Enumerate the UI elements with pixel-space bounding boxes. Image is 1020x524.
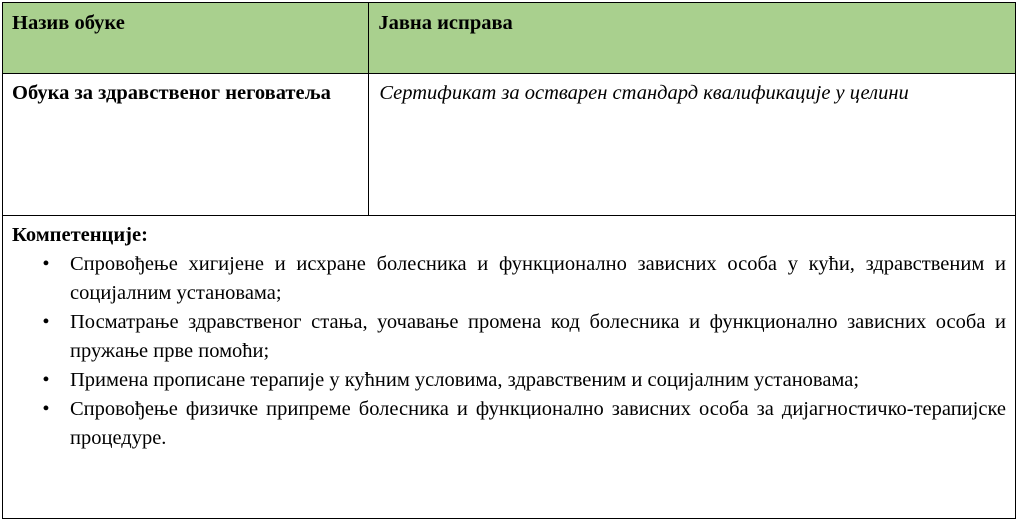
list-item	[42, 366, 1006, 395]
list-item	[42, 308, 1006, 366]
competencies-list	[12, 250, 1006, 453]
training-name-header: Назив обуке	[3, 3, 369, 74]
bullet-icon: •	[42, 398, 50, 420]
competencies-row	[3, 216, 1016, 519]
bullet-icon: •	[42, 253, 50, 275]
competencies-cell	[3, 216, 1016, 519]
list-item-text: Примена прописане терапије у кућним условима, здравственим и социјалним установама;	[70, 369, 860, 391]
list-item-text: Посматрање здравственог стања, уочавање промена код болесника и функционално зависних особа и пружање прве помоћи;	[70, 311, 1006, 362]
training-table	[2, 2, 1016, 519]
list-item	[42, 250, 1006, 308]
training-name-cell: Обука за здравственог неговатеља	[3, 74, 369, 216]
list-item-text: Спровођење физичке припреме болесника и функционално зависних особа за дијагностичко-терапијске процедуре.	[70, 398, 1006, 449]
bullet-icon: •	[42, 311, 50, 333]
table-header-row	[3, 3, 1016, 74]
public-document-cell: Сертификат за остварен стандард квалификације у целини	[369, 74, 1016, 216]
table-content-row	[3, 74, 1016, 216]
list-item-text: Спровођење хигијене и исхране болесника и функционално зависних особа у кући, здравственим и социјалним установама;	[70, 253, 1006, 304]
list-item	[42, 395, 1006, 453]
bullet-icon: •	[42, 369, 50, 391]
public-document-header: Јавна исправа	[369, 3, 1016, 74]
competencies-title: Компетенције:	[12, 224, 148, 246]
